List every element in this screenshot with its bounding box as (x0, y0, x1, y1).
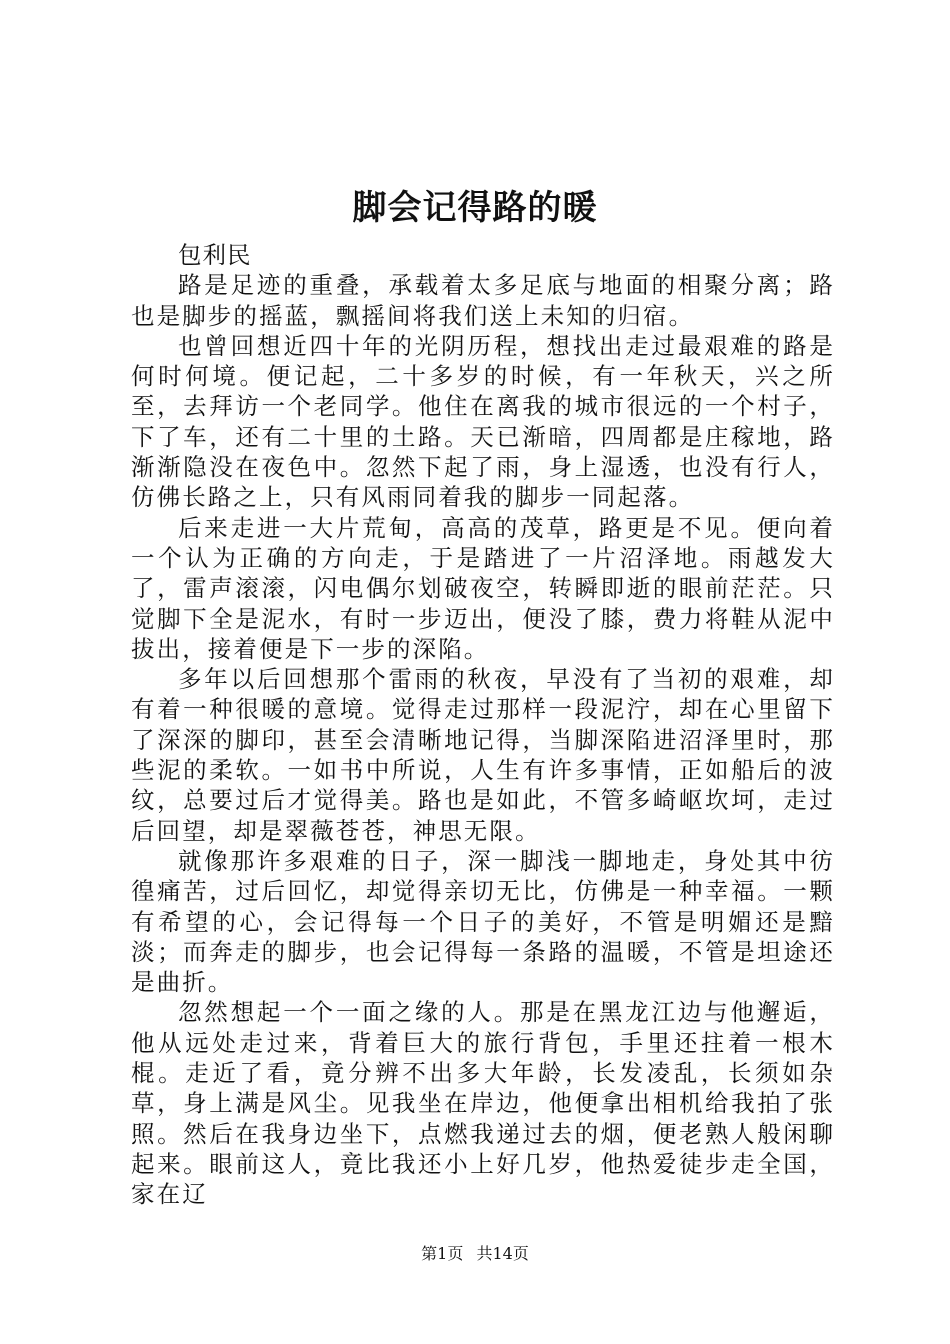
paragraph-6: 忽然想起一个一面之缘的人。那是在黑龙江边与他邂逅，他从远处走过来，背着巨大的旅行背包，手里还拄着一根木棍。走近了看，竟分辨不出多大年龄，长发凌乱，长须如杂草，身上满是风尘。见我坐在岸边，他便拿出相机给我拍了张照。然后在我身边坐下，点燃我递过去的烟，便老熟人般闲聊起来。眼前这人，竟比我还小上好几岁，他热爱徒步走全国，家在辽 (131, 998, 835, 1209)
paragraph-3: 后来走进一大片荒甸，高高的茂草，路更是不见。便向着一个认为正确的方向走，于是踏进了一片沼泽地。雨越发大了，雷声滚滚，闪电偶尔划破夜空，转瞬即逝的眼前茫茫。只觉脚下全是泥水，有时一步迈出，便没了膝，费力将鞋从泥中拔出，接着便是下一步的深陷。 (131, 513, 835, 663)
page-total: 共14页 (476, 1244, 529, 1263)
document-title: 脚会记得路的暖 (352, 188, 598, 228)
paragraph-1: 路是足迹的重叠，承载着太多足底与地面的相聚分离；路也是脚步的摇蓝，飘摇间将我们送上未知的归宿。 (131, 271, 835, 330)
paragraph-2: 也曾回想近四十年的光阴历程，想找出走过最艰难的路是何时何境。便记起，二十多岁的时候，有一年秋天，兴之所至，去拜访一个老同学。他住在离我的城市很远的一个村子，下了车，还有二十里的土路。天已渐暗，四周都是庄稼地，路渐渐隐没在夜色中。忽然下起了雨，身上湿透，也没有行人，仿佛长路之上，只有风雨同着我的脚步一同起落。 (131, 331, 835, 512)
paragraph-5: 就像那许多艰难的日子，深一脚浅一脚地走，身处其中彷徨痛苦，过后回忆，却觉得亲切无比，仿佛是一种幸福。一颗有希望的心，会记得每一个日子的美好，不管是明媚还是黯淡；而奔走的脚步，也会记得每一条路的温暖，不管是坦途还是曲折。 (131, 846, 835, 997)
page-footer (0, 1243, 950, 1265)
author-line: 包利民 (178, 241, 252, 269)
document-body (131, 240, 835, 1210)
paragraph-4: 多年以后回想那个雷雨的秋夜，早没有了当初的艰难，却有着一种很暖的意境。觉得走过那样一段泥泞，却在心里留下了深深的脚印，甚至会清晰地记得，当脚深陷进沼泽里时，那些泥的柔软。一如书中所说，人生有许多事情，正如船后的波纹，总要过后才觉得美。路也是如此，不管多崎岖坎坷，走过后回望，却是翠薇苍苍，神思无限。 (131, 665, 835, 845)
page-number: 第1页 (421, 1244, 464, 1263)
